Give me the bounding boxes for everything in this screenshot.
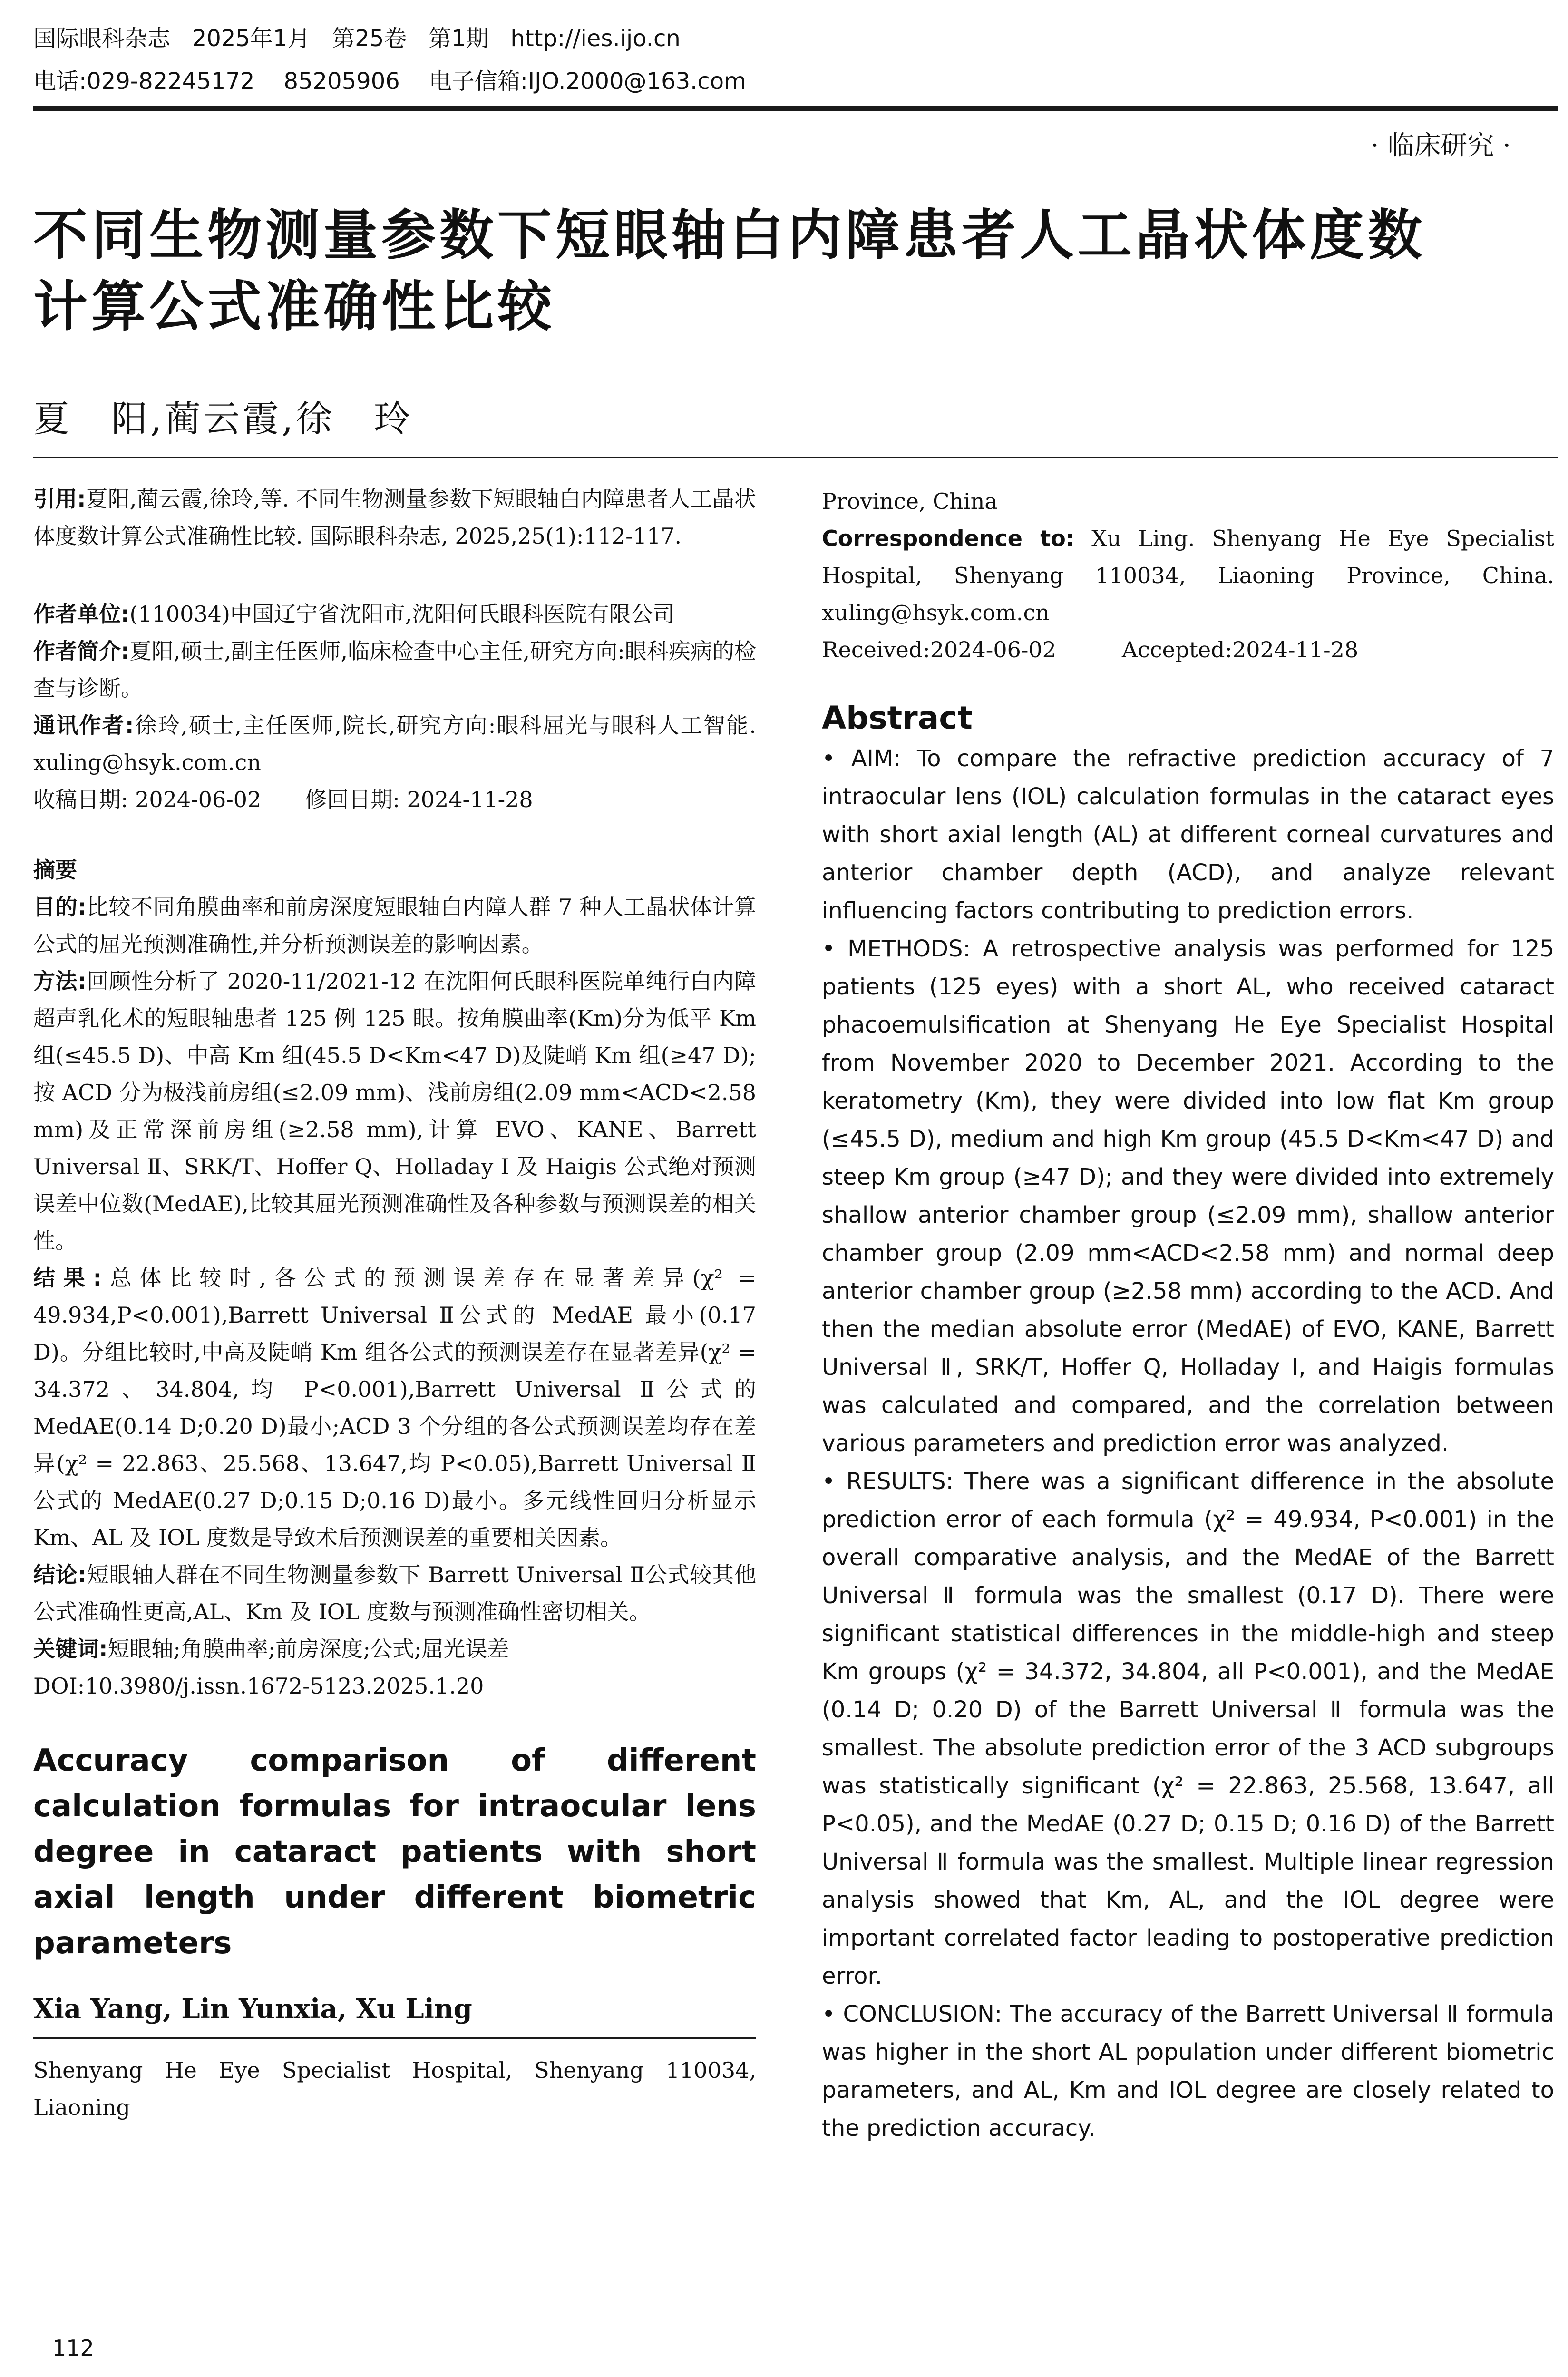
conclusion-en: • CONCLUSION: The accuracy of the Barrett Universal Ⅱ formula was higher in the short AL population under different biometric parameters, and AL, Km and IOL degree are closely related to the prediction accuracy. — [822, 2001, 1554, 2142]
results-en: • RESULTS: There was a significant difference in the absolute prediction error of each formula (χ² = 49.934, P<0.001) in the overall comparative analysis, and the MedAE of the Barrett Universal Ⅱ formula was the smallest (0.17 D). There were significant statistical differences in the middle-high and steep Km groups (χ² = 34.372, 34.804, all P<0.001), and the MedAE (0.14 D; 0.20 D) of the Barrett Universal Ⅱ formula was the smallest. The absolute prediction error of the 3 ACD subgroups was statistically significant (χ² = 22.863, 25.568, 13.647, all P<0.05), and the MedAE (0.27 D; 0.15 D; 0.16 D) of the Barrett Universal Ⅱ formula was the smallest. Multiple linear regression analysis showed that Km, AL, and the IOL degree were important correlated factor leading to postoperative prediction error. — [822, 1468, 1554, 1989]
methods-en: • METHODS: A retrospective analysis was performed for 125 patients (125 eyes) with a short AL, who received cataract phacoemulsification at Shenyang He Eye Specialist Hospital from November 2020 to December 2021. According to the keratometry (Km), they were divided into low flat Km group (≤45.5 D), medium and high Km group (45.5 D<Km<47 D) and steep Km group (≥47 D); and they were divided into extremely shallow anterior chamber group (≤2.09 mm), shallow anterior chamber group (2.09 mm<ACD<2.58 mm) and normal deep anterior chamber group (≥2.58 mm) according to the ACD. And then the median absolute error (MedAE) of EVO, KANE, Barrett Universal Ⅱ, SRK/T, Hoffer Q, Holladay I, and Haigis formulas was calculated and compared, and the correlation between various parameters and prediction error was analyzed. — [822, 935, 1554, 1457]
page-number: 112 — [52, 2335, 94, 2361]
aim-zh: 目的:比较不同角膜曲率和前房深度短眼轴白内障人群 7 种人工晶状体计算公式的屈光预测准确性,并分析预测误差的影响因素。 — [33, 894, 756, 957]
affil-rule — [33, 2037, 756, 2039]
journal-header-line1: 国际眼科杂志 2025年1月 第25卷 第1期 http://ies.ijo.cn — [33, 25, 681, 52]
author-affiliation: 作者单位:(110034)中国辽宁省沈阳市,沈阳何氏眼科医院有限公司 — [33, 601, 675, 627]
authors-rule — [33, 457, 1558, 458]
aim-en: • AIM: To compare the refractive prediction accuracy of 7 intraocular lens (IOL) calculation formulas in the cataract eyes with short axial length (AL) at different corneal curvatures and anterior chamber depth (ACD), and analyze relevant influencing factors contributing to prediction errors. — [822, 745, 1554, 924]
title-line-1: 不同生物测量参数下短眼轴白内障患者人工晶状体度数 — [33, 204, 1426, 267]
methods-zh: 方法:回顾性分析了 2020-11/2021-12 在沈阳何氏眼科医院单纯行白内障超声乳化术的短眼轴患者 125 例 125 眼。按角膜曲率(Km)分为低平 Km 组(≤45.5 D)、中高 Km 组(45.5 D<Km<47 D)及陡峭 Km 组(≥47 D);按 ACD 分为极浅前房组(≤2.09 mm)、浅前房组(2.09 mm<ACD<2.58 mm)及正常深前房组(≥2.58 mm),计算 EVO、KANE、Barrett Universal Ⅱ、SRK/T、Hoffer Q、Holladay I 及 Haigis 公式绝对预测误差中位数(MedAE),比较其屈光预测准确性及各种参数与预测误差的相关性。 — [33, 968, 756, 1254]
authors-en: Xia Yang, Lin Yunxia, Xu Ling — [33, 1993, 472, 2025]
section-label: · 临床研究 · — [1370, 130, 1511, 161]
page-title — [33, 200, 1426, 342]
abstract-heading-zh: 摘要 — [33, 857, 77, 883]
author-bio: 作者简介:夏阳,硕士,副主任医师,临床检查中心主任,研究方向:眼科疾病的检查与诊断。 — [33, 638, 756, 701]
doi: DOI:10.3980/j.issn.1672-5123.2025.1.20 — [33, 1673, 484, 1699]
title-en: Accuracy comparison of different calculation formulas for intraocular lens degree in cataract patients with short axial length under different biometric parameters — [33, 1743, 756, 1961]
affiliation-en: Shenyang He Eye Specialist Hospital, Shenyang 110034, Liaoning — [33, 2057, 756, 2120]
header-rule — [33, 106, 1558, 111]
keywords-zh: 关键词:短眼轴;角膜曲率;前房深度;公式;屈光误差 — [33, 1636, 509, 1662]
results-zh: 结果:总体比较时,各公式的预测误差存在显著差异(χ² = 49.934,P<0.001),Barrett Universal Ⅱ公式的 MedAE 最小(0.17 D)。分组比较时,中高及陡峭 Km 组各公式的预测误差存在显著差异(χ² = 34.372、34.804,均 P<0.001),Barrett Universal Ⅱ公式的 MedAE(0.14 D;0.20 D)最小;ACD 3 个分组的各公式预测误差均存在差异(χ² = 22.863、25.568、13.647,均 P<0.05),Barrett Universal Ⅱ公式的 MedAE(0.27 D;0.15 D;0.16 D)最小。多元线性回归分析显示 Km、AL 及 IOL 度数是导致术后预测误差的重要相关因素。 — [33, 1265, 756, 1550]
correspondence-en: Correspondence to: Xu Ling. Shenyang He Eye Specialist Hospital, Shenyang 110034, Liaoning Province, China. xuling@hsyk.com.cn — [822, 526, 1554, 625]
title-line-2: 计算公式准确性比较 — [33, 275, 556, 338]
right-column — [822, 483, 1554, 2147]
dates-en: Received:2024-06-02 Accepted:2024-11-28 — [822, 637, 1359, 662]
left-column — [33, 480, 756, 2126]
conclusion-zh: 结论:短眼轴人群在不同生物测量参数下 Barrett Universal Ⅱ公式较其他公式准确性更高,AL、Km 及 IOL 度数与预测准确性密切相关。 — [33, 1562, 756, 1625]
abstract-heading-en: Abstract — [822, 700, 973, 736]
journal-header-line2: 电话:029-82245172 85205906 电子信箱:IJO.2000@163.com — [33, 68, 746, 95]
corresponding-author: 通讯作者:徐玲,硕士,主任医师,院长,研究方向:眼科屈光与眼科人工智能. xuling@hsyk.com.cn — [33, 712, 757, 775]
affiliation-en-cont: Province, China — [822, 488, 998, 514]
authors-zh: 夏 阳,蔺云霞,徐 玲 — [33, 398, 413, 440]
citation: 引用:夏阳,蔺云霞,徐玲,等. 不同生物测量参数下短眼轴白内障患者人工晶状体度数计算公式准确性比较. 国际眼科杂志, 2025,25(1):112-117. — [33, 486, 756, 549]
dates-zh: 收稿日期: 2024-06-02 修回日期: 2024-11-28 — [33, 787, 533, 812]
